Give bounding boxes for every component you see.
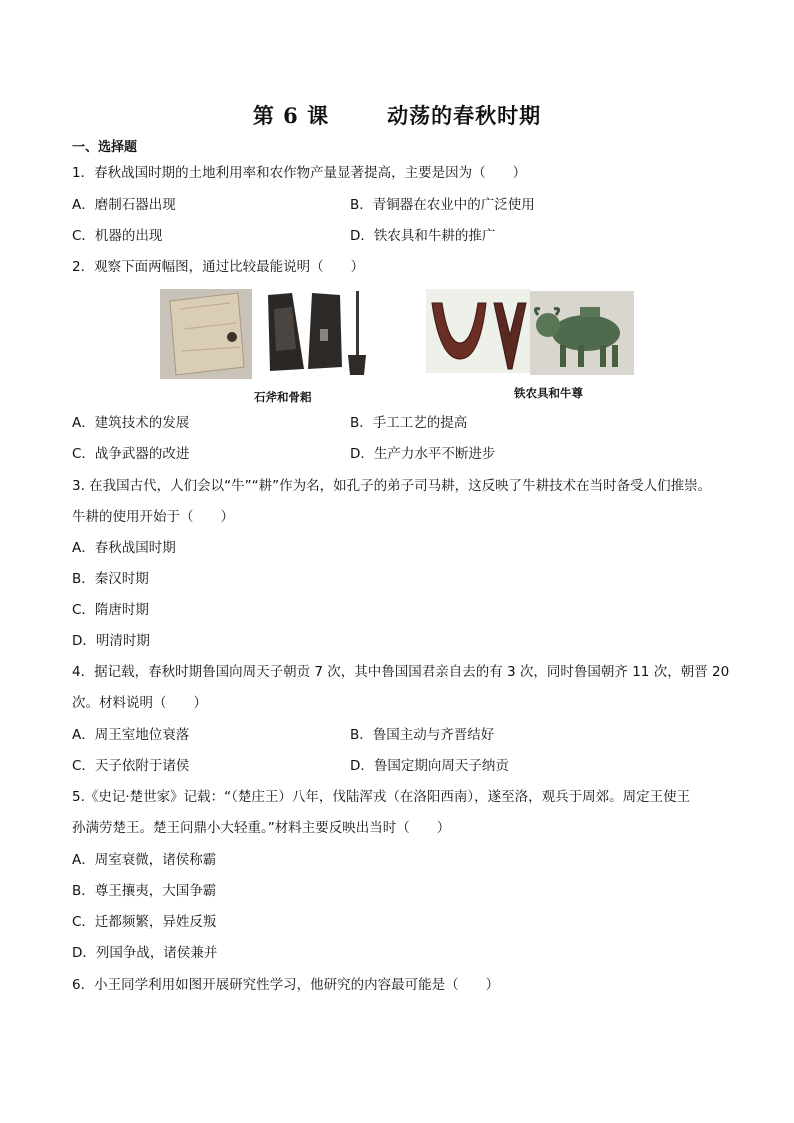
- question-1-option-d: D．铁农具和牛耕的推广: [350, 228, 496, 244]
- question-3-stem-line-2: 牛耕的使用开始于（ ）: [72, 509, 234, 525]
- ox-zun-image: [530, 291, 634, 375]
- question-4-option-c: C．天子依附于诸侯: [72, 758, 190, 774]
- question-5-option-c: C．迁都频繁，异姓反叛: [72, 914, 217, 930]
- question-3-option-a: A．春秋战国时期: [72, 540, 176, 556]
- bone-spade-image: [268, 291, 366, 375]
- stone-axe-image: [160, 289, 252, 379]
- question-6-stem: 6．小王同学利用如图开展研究性学习，他研究的内容最可能是（ ）: [72, 977, 500, 993]
- question-4-option-a: A．周王室地位衰落: [72, 727, 190, 743]
- question-5-option-b: B．尊王攘夷，大国争霸: [72, 883, 217, 899]
- caption-iron-tools-ox-zun: 铁农具和牛尊: [514, 386, 583, 400]
- question-4-option-d: D．鲁国定期向周天子纳贡: [350, 758, 509, 774]
- caption-stone-axe-bone-spade: 石斧和骨耜: [254, 390, 312, 404]
- lesson-number: 第 6 课: [252, 103, 330, 128]
- question-3-option-d: D．明清时期: [72, 633, 150, 649]
- question-5-option-d: D．列国争战，诸侯兼并: [72, 945, 218, 961]
- question-2-option-a: A．建筑技术的发展: [72, 415, 190, 431]
- question-4-stem-line-2: 次。材料说明（ ）: [72, 695, 207, 711]
- question-4-stem-line-1: 4．据记载，春秋时期鲁国向周天子朝贡 7 次，其中鲁国国君亲自去的有 3 次，同时鲁国朝齐 11 次，朝晋 20: [72, 664, 730, 680]
- iron-tools-image: [426, 289, 530, 373]
- question-2-stem: 2．观察下面两幅图，通过比较最能说明（ ）: [72, 259, 365, 275]
- lesson-title: 动荡的春秋时期: [387, 103, 542, 128]
- question-5-stem-line-1: 5.《史记·楚世家》记载：“（楚庄王）八年，伐陆浑戎（在洛阳西南），遂至洛，观兵于周郊。周定王使王: [72, 789, 691, 805]
- question-4-option-b: B．鲁国主动与齐晋结好: [350, 727, 495, 743]
- section-heading: 一、选择题: [72, 140, 138, 155]
- page-title: [0, 100, 794, 130]
- question-3-option-c: C．隋唐时期: [72, 602, 149, 618]
- question-5-option-a: A．周室衰微，诸侯称霸: [72, 852, 217, 868]
- question-2-figure: [160, 289, 640, 407]
- question-1-stem: 1．春秋战国时期的土地利用率和农作物产量显著提高，主要是因为（ ）: [72, 165, 527, 181]
- question-1-option-b: B．青铜器在农业中的广泛使用: [350, 197, 535, 213]
- question-2-option-c: C．战争武器的改进: [72, 446, 190, 462]
- question-3-stem-line-1: 3. 在我国古代，人们会以“牛”“耕”作为名，如孔子的弟子司马耕，这反映了牛耕技术在当时备受人们推崇。: [72, 478, 712, 494]
- question-1-option-a: A．磨制石器出现: [72, 197, 176, 213]
- question-2-option-b: B．手工工艺的提高: [350, 415, 468, 431]
- question-5-stem-line-2: 孙满劳楚王。楚王问鼎小大轻重。”材料主要反映出当时（ ）: [72, 820, 451, 836]
- question-2-option-d: D．生产力水平不断进步: [350, 446, 496, 462]
- question-3-option-b: B．秦汉时期: [72, 571, 149, 587]
- question-1-option-c: C．机器的出现: [72, 228, 163, 244]
